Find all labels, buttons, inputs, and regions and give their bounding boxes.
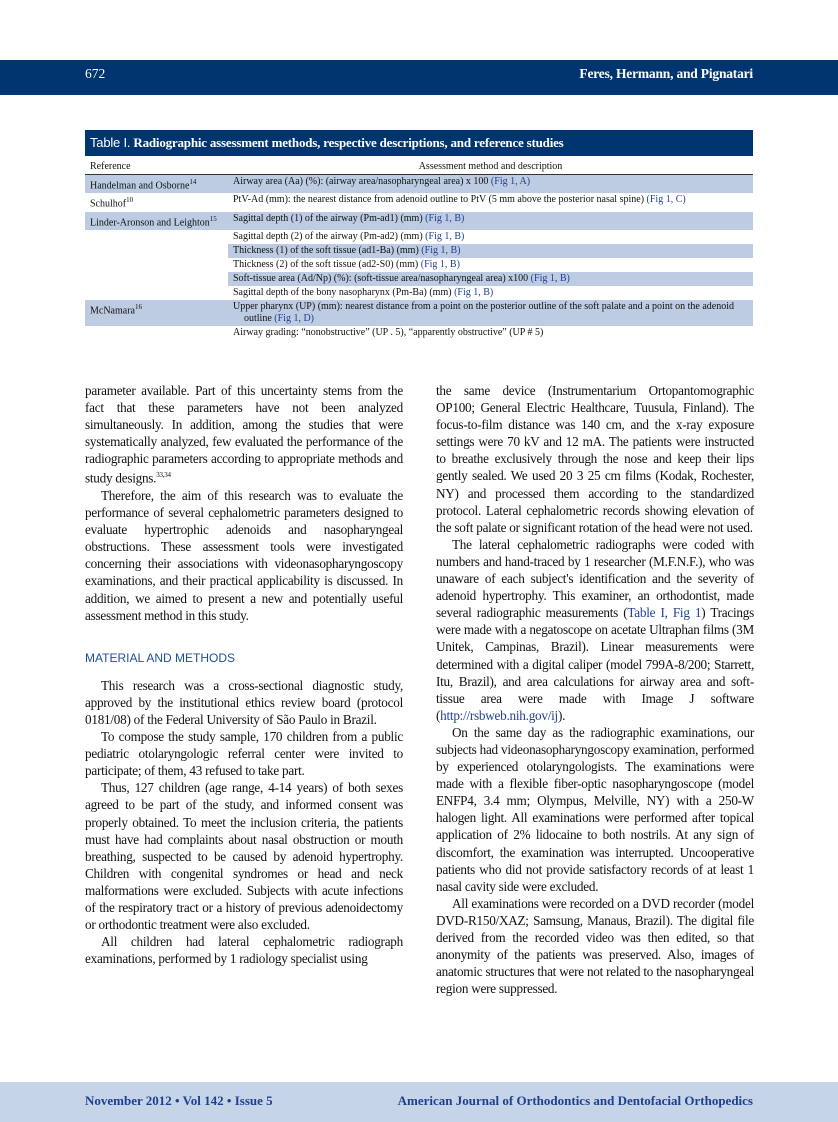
paragraph: All examinations were recorded on a DVD recorder (model DVD-R150/XAZ; Samsung, Manaus, Brazil). The digital file derived from the recorded video was then edited, so that anonymity of the patients was preserved. Also, images of anatomic structures that were not related to the nasopharyngeal region were suppressed. <box>436 895 754 997</box>
figure-link[interactable]: (Fig 1, B) <box>530 272 570 284</box>
footer-journal: American Journal of Orthodontics and Dentofacial Orthopedics <box>397 1093 753 1108</box>
method-cell: Thickness (1) of the soft tissue (ad1-Ba) (mm) (Fig 1, B) <box>228 244 753 258</box>
reference-cell <box>85 230 228 244</box>
paragraph: Thus, 127 children (age range, 4-14 years) of both sexes agreed to be part of the study, and informed consent was properly obtained. To meet the inclusion criteria, the patients must have had complaints about nasal obstruction or mouth breathing, suspected to be caused by adenoid hypertrophy. Children with congenital syndromes or head and neck malformations were excluded. Subjects with acute infections of the respiratory tract or a history of previous adenoidectomy or orthodontic treatment were also excluded. <box>85 780 403 933</box>
method-cell: Upper pharynx (UP) (mm): nearest distance from a point on the posterior outline of the soft palate and a point on the adenoid outline (Fig 1, D) <box>228 300 753 326</box>
figure-link[interactable]: (Fig 1, A) <box>490 176 531 187</box>
section-heading: MATERIAL AND METHODS <box>85 650 236 665</box>
reference-cell <box>85 244 228 258</box>
table-caption: Radiographic assessment methods, respective descriptions, and reference studies <box>133 135 564 150</box>
figure-link[interactable]: (Fig 1, C) <box>646 194 686 206</box>
paragraph: The lateral cephalometric radiographs were coded with numbers and hand-traced by 1 researcher (M.F.N.F.), who was unaware of each subject's identification and the severity of adenoid hypertrophy. This examiner, an orthodontist, made several radiographic measurements (Table I, Fig 1) Tracings were made with a negatoscope on acetate Ultraphan films (3M Unitek, Campinas, Brazil). Linear measurements were determined with a digital caliper (model 799A-8/200; Starrett, Itu, Brazil), and area calculations for airway area and soft-tissue area were made with Image J software (http://rsbweb.nih.gov/ij). <box>436 536 754 723</box>
table-row <box>85 175 753 194</box>
left-column <box>85 382 403 967</box>
method-cell: PtV-Ad (mm): the nearest distance from adenoid outline to PtV (5 mm above the posterior nasal spine) (Fig 1, C) <box>233 194 686 206</box>
table-row <box>85 272 753 286</box>
reference-cell: Linder-Aronson and Leighton$^{15}$ <box>85 212 228 230</box>
reference-cell: Handelman and Osborne$^{14}$ <box>85 175 228 194</box>
reference-cell <box>85 286 228 300</box>
page-number: 672 <box>85 66 106 81</box>
footer-issue: November 2012 • Vol 142 • Issue 5 <box>85 1093 273 1108</box>
method-cell: Thickness (2) of the soft tissue (ad2-S0) (mm) (Fig 1, B) <box>233 258 460 270</box>
table-1 <box>85 130 753 340</box>
running-header <box>0 60 838 95</box>
figure-link[interactable]: (Fig 1, B) <box>420 258 460 270</box>
paragraph: Therefore, the aim of this research was to evaluate the performance of several cephalometric parameters designed to evaluate hypertrophic adenoids and nasopharyngeal obstructions. These assessment tools were investigated concerning their associations with videonasopharyngoscopy examinations, and their practical applicability is discussed. In addition, we aimed to present a new and potentially useful assessment method in this study. <box>85 487 403 623</box>
method-cell: Airway grading: “nonobstructive” (UP . 5), “apparently obstructive” (UP # 5) <box>233 326 544 338</box>
table-fig-link[interactable]: Table I, Fig 1 <box>627 605 702 621</box>
table-row <box>85 212 753 230</box>
table-row <box>85 193 753 211</box>
table-title <box>85 130 753 156</box>
figure-link[interactable]: (Fig 1, B) <box>425 230 465 242</box>
figure-link[interactable]: (Fig 1, B) <box>454 286 494 298</box>
paragraph: parameter available. Part of this uncertainty stems from the fact that these parameters have not been analyzed simultaneously. In addition, among the studies that were systematically analyzed, few evaluated the performance of the radiographic parameters according to appropriate methods and study designs.$^{33,34}$ <box>85 383 403 486</box>
footer <box>0 1082 838 1122</box>
paragraph: All children had lateral cephalometric radiograph examinations, performed by 1 radiology specialist using <box>85 934 403 967</box>
table-row <box>85 300 753 326</box>
col-reference: Reference <box>85 160 228 175</box>
running-authors: Feres, Hermann, and Pignatari <box>579 66 753 81</box>
figure-link[interactable]: (Fig 1, D) <box>274 312 315 324</box>
table-row <box>85 286 753 300</box>
method-cell: Sagittal depth (1) of the airway (Pm-ad1) (mm) (Fig 1, B) <box>228 212 753 230</box>
reference-cell <box>85 272 228 286</box>
figure-link[interactable]: (Fig 1, B) <box>425 212 465 224</box>
table-label: Table I. <box>90 135 131 150</box>
method-cell: Airway area (Aa) (%): (airway area/nasopharyngeal area) x 100 (Fig 1, A) <box>228 175 753 194</box>
right-column <box>436 382 754 997</box>
paragraph: This research was a cross-sectional diagnostic study, approved by the institutional ethics review board (protocol 0181/08) of the Federal University of São Paulo in Brazil. <box>85 677 403 727</box>
url-link[interactable]: http://rsbweb.nih.gov/ij <box>440 707 558 723</box>
paragraph: On the same day as the radiographic examinations, our subjects had videonasopharyngoscopy examination, performed by experienced otolaryngologists. The examinations were made with a flexible fiber-optic nasopharyngoscope (model ENFP4, 3.4 mm; Olympus, Melville, NY) with a 250-W halogen light. All examinations were performed after topical application of 2% lidocaine to both nostrils. At any sign of discomfort, the examination was interrupted. Uncooperative patients who did not provide satisfactory records of at least 1 nasal cavity side were excluded. <box>436 724 754 894</box>
paragraph: To compose the study sample, 170 children from a public pediatric otolaryngologic referral center were invited to participate; of them, 43 refused to take part. <box>85 729 403 779</box>
table-row <box>85 244 753 258</box>
method-cell: Sagittal depth (2) of the airway (Pm-ad2) (mm) (Fig 1, B) <box>233 230 465 242</box>
reference-cell <box>85 326 228 340</box>
reference-cell <box>85 258 228 272</box>
method-cell: Soft-tissue area (Ad/Np) (%): (soft-tissue area/nasopharyngeal area) x100 (Fig 1, B) <box>228 272 753 286</box>
reference-cell: McNamara$^{16}$ <box>85 300 228 326</box>
col-method: Assessment method and description <box>228 160 753 175</box>
paragraph: the same device (Instrumentarium Ortopantomographic OP100; General Electric Healthcare, Tuusula, Finland). The focus-to-film distance was 140 cm, and the x-ray exposure settings were 70 kV and 12 mA. The patients were instructed to breathe exclusively through the nose and keep their lips gently sealed. We used 20 3 25 cm films (Kodak, Rochester, NY) and processed them according to the standardized protocol. Lateral cephalometric records showing elevation of the soft palate or significant rotation of the head were not used. <box>436 383 754 535</box>
table-row <box>85 230 753 244</box>
method-cell: Sagittal depth of the bony nasopharynx (Pm-Ba) (mm) (Fig 1, B) <box>233 286 494 298</box>
figure-link[interactable]: (Fig 1, B) <box>421 244 461 256</box>
table-row <box>85 258 753 272</box>
table-row <box>85 326 753 340</box>
reference-cell: Schulhof$^{10}$ <box>90 196 134 210</box>
